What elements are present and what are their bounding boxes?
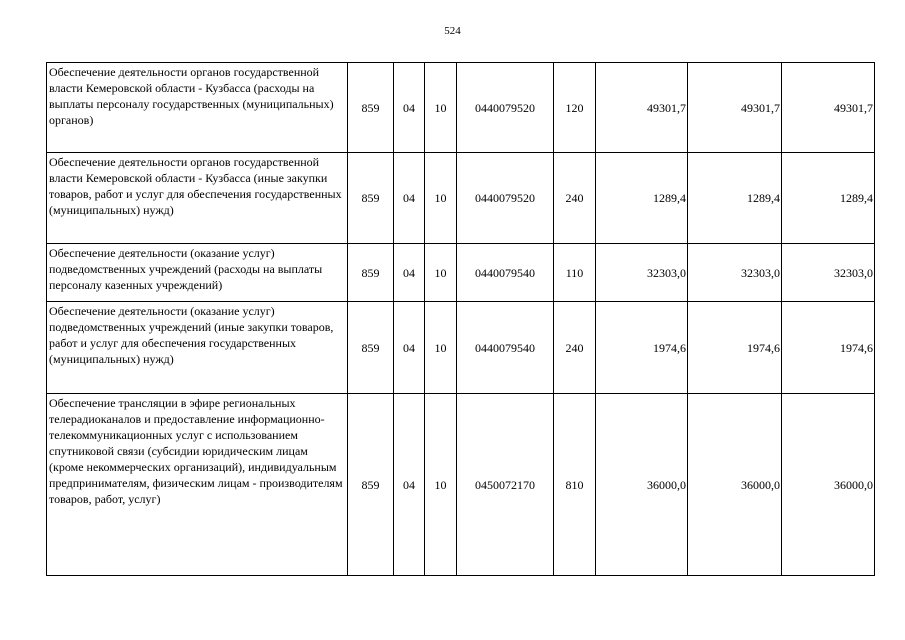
pr-cell: 10: [425, 394, 457, 576]
table-row: [47, 244, 875, 302]
ved-cell: 859: [348, 153, 394, 244]
sum3-cell: 49301,7: [782, 63, 875, 153]
vr-cell: 120: [554, 63, 596, 153]
vr-cell: 240: [554, 302, 596, 394]
vr-cell: 240: [554, 153, 596, 244]
pr-cell: 10: [425, 63, 457, 153]
row-name-cell: Обеспечение деятельности (оказание услуг) подведомственных учреждений (расходы на выплаты персоналу казенных учреждений): [47, 244, 348, 302]
csr-cell: 0440079520: [457, 63, 554, 153]
table-row: [47, 153, 875, 244]
sum2-cell: 1974,6: [688, 302, 782, 394]
ved-cell: 859: [348, 394, 394, 576]
rz-cell: 04: [394, 63, 425, 153]
rz-cell: 04: [394, 244, 425, 302]
sum3-cell: 1289,4: [782, 153, 875, 244]
csr-cell: 0440079520: [457, 153, 554, 244]
sum1-cell: 32303,0: [596, 244, 688, 302]
rz-cell: 04: [394, 394, 425, 576]
rz-cell: 04: [394, 153, 425, 244]
pr-cell: 10: [425, 153, 457, 244]
budget-table: [46, 62, 875, 576]
sum3-cell: 1974,6: [782, 302, 875, 394]
ved-cell: 859: [348, 302, 394, 394]
ved-cell: 859: [348, 63, 394, 153]
ved-cell: 859: [348, 244, 394, 302]
vr-cell: 810: [554, 394, 596, 576]
row-name-cell: Обеспечение трансляции в эфире региональных телерадиоканалов и предоставление информационно-телекоммуникационных услуг с использованием спутниковой связи (субсидии юридическим лицам (кроме некоммерческих организаций), индивидуальным предпринимателям, физическим лицам - производителям товаров, работ, услуг): [47, 394, 348, 576]
pr-cell: 10: [425, 302, 457, 394]
sum2-cell: 1289,4: [688, 153, 782, 244]
rz-cell: 04: [394, 302, 425, 394]
sum2-cell: 36000,0: [688, 394, 782, 576]
vr-cell: 110: [554, 244, 596, 302]
sum1-cell: 36000,0: [596, 394, 688, 576]
sum1-cell: 1974,6: [596, 302, 688, 394]
sum3-cell: 32303,0: [782, 244, 875, 302]
page-number: 524: [444, 25, 461, 37]
row-name-cell: Обеспечение деятельности органов государственной власти Кемеровской области - Кузбасса (расходы на выплаты персоналу государственных (муниципальных) органов): [47, 63, 348, 153]
table-row: [47, 394, 875, 576]
table-row: [47, 302, 875, 394]
csr-cell: 0440079540: [457, 302, 554, 394]
sum1-cell: 1289,4: [596, 153, 688, 244]
csr-cell: 0450072170: [457, 394, 554, 576]
sum3-cell: 36000,0: [782, 394, 875, 576]
row-name-cell: Обеспечение деятельности органов государственной власти Кемеровской области - Кузбасса (иные закупки товаров, работ и услуг для обеспечения государственных (муниципальных) нужд): [47, 153, 348, 244]
csr-cell: 0440079540: [457, 244, 554, 302]
pr-cell: 10: [425, 244, 457, 302]
sum2-cell: 49301,7: [688, 63, 782, 153]
table-row: [47, 63, 875, 153]
row-name-cell: Обеспечение деятельности (оказание услуг) подведомственных учреждений (иные закупки товаров, работ и услуг для обеспечения государственных (муниципальных) нужд): [47, 302, 348, 394]
sum1-cell: 49301,7: [596, 63, 688, 153]
sum2-cell: 32303,0: [688, 244, 782, 302]
